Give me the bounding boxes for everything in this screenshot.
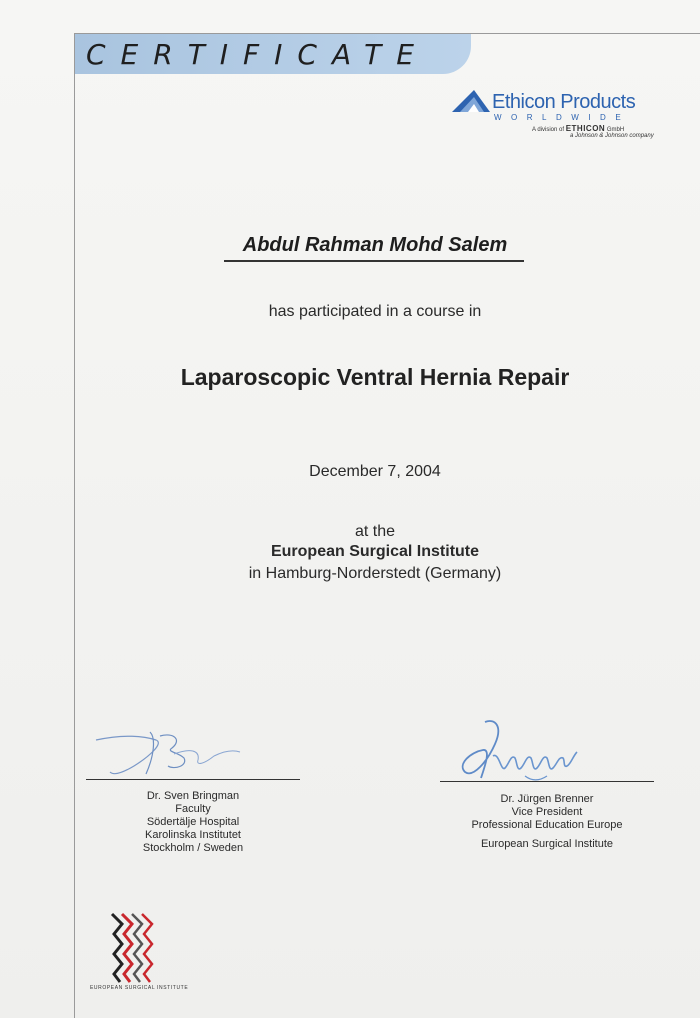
recipient-name: Abdul Rahman Mohd Salem	[242, 234, 508, 256]
course-title: Laparoscopic Ventral Hernia Repair	[180, 364, 570, 390]
signatory-right-org: European Surgical Institute	[480, 838, 614, 850]
signatory-right	[440, 793, 654, 851]
signature-line-left	[86, 779, 300, 780]
signature-brenner	[455, 716, 585, 784]
signatory-right-name: Dr. Jürgen Brenner	[500, 793, 594, 805]
signatory-left-line: Faculty	[175, 803, 211, 815]
esi-logo-label: EUROPEAN SURGICAL INSTITUTE	[90, 985, 189, 991]
logo-division: A division of ETHICON GmbH	[532, 124, 625, 133]
signatory-left	[86, 790, 300, 855]
recipient-name-underline	[224, 260, 524, 262]
ethicon-triangle-icon	[450, 88, 492, 114]
signature-line-right	[440, 781, 654, 782]
signatory-left-line: Stockholm / Sweden	[142, 842, 244, 854]
esi-logo-icon	[98, 910, 168, 996]
logo-brand-name: Ethicon Products	[492, 91, 636, 113]
course-date: December 7, 2004	[309, 463, 441, 480]
signature-bringman	[94, 726, 244, 782]
ethicon-logo	[450, 86, 654, 146]
signatory-left-line: Karolinska Institutet	[145, 829, 241, 841]
logo-parent-company: a Johnson & Johnson company	[570, 133, 654, 139]
certificate-title: CERTIFICATE	[86, 38, 429, 71]
venue-intro: at the	[354, 523, 396, 540]
signatory-left-name: Dr. Sven Bringman	[146, 790, 240, 802]
venue-location: in Hamburg-Norderstedt (Germany)	[248, 565, 502, 582]
venue-institute: European Surgical Institute	[270, 543, 480, 560]
participation-statement: has participated in a course in	[268, 303, 482, 320]
signatory-right-line: Professional Education Europe	[471, 819, 623, 831]
logo-subtitle: WORLDWIDE	[494, 113, 631, 122]
signatory-left-line: Södertälje Hospital	[146, 816, 240, 828]
signatory-right-line: Vice President	[511, 806, 583, 818]
